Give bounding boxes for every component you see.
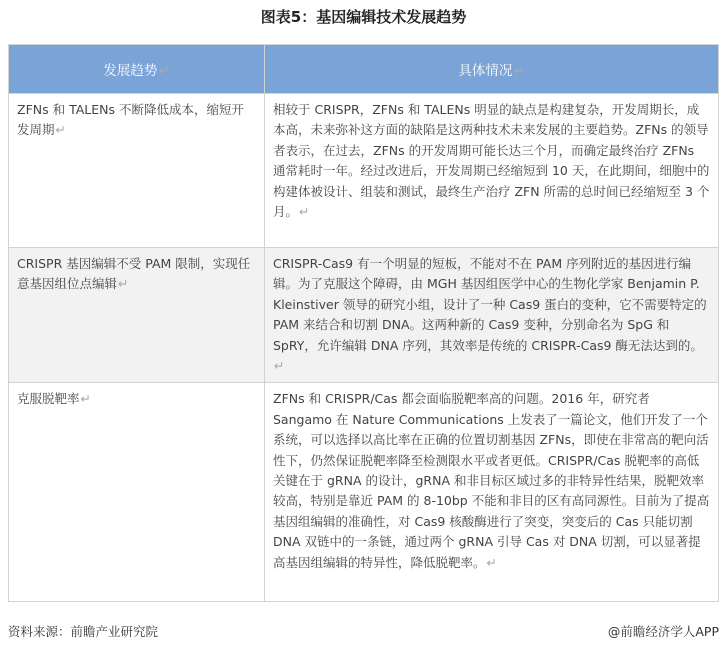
trend-cell: CRISPR 基因编辑不受 PAM 限制，实现任意基因组位点编辑↵ <box>9 248 265 383</box>
table-row <box>9 248 719 383</box>
detail-cell: 相较于 CRISPR，ZFNs 和 TALENs 明显的缺点是构建复杂，开发周期长，成本高，未来弥补这方面的缺陷是这两种技术未来发展的主要趋势。ZFNs 的领导者表示，在过去，ZFNs 的开发周期可能长达三个月，而确定最终治疗 ZFNs 通常耗时一年。经过改进后，开发周期已经缩短到 10 天，在此期间，细胞中的构建体被设计、组装和测试，最终生产治疗 ZFN 所需的总时间已经缩短至 3 个月。↵ <box>265 94 719 248</box>
brand-credit: @前瞻经济学人APP <box>607 624 719 639</box>
trend-cell: ZFNs 和 TALENs 不断降低成本，缩短开发周期↵ <box>9 94 265 248</box>
trend-cell: 克服脱靶率↵ <box>9 383 265 602</box>
detail-cell: ZFNs 和 CRISPR/Cas 都会面临脱靶率高的问题。2016 年，研究者 Sangamo 在 Nature Communications 上发表了一篇论文，他们开发了一个系统，可以选择以高比率在正确的位置切割基因 ZFNs，即使在非常高的靶向活性下，仍然保证脱靶率降至检测限水平或者更低。CRISPR/Cas 脱靶率的高低关键在于 gRNA 的设计，gRNA 和非目标区域过多的非特异性结果，脱靶效率较高，特别是靠近 PAM 的 8-10bp 不能和非目的区有高同源性。目前为了提高基因组编辑的准确性，对 Cas9 核酸酶进行了突变，突变后的 Cas 只能切割 DNA 双链中的一条链，通过两个 gRNA 引导 Cas 对 DNA 切割，可以显著提高基因组编辑的特异性，降低脱靶率。↵ <box>265 383 719 602</box>
footer <box>8 622 719 640</box>
table-row <box>9 383 719 602</box>
detail-cell: CRISPR-Cas9 有一个明显的短板，不能对不在 PAM 序列附近的基因进行编辑。为了克服这个障碍，由 MGH 基因组医学中心的生物化学家 Benjamin P. Kleinstiver 领导的研究小组，设计了一种 Cas9 蛋白的变种，它不需要特定的 PAM 来结合和切割 DNA。这两种新的 Cas9 变种，分别命名为 SpG 和 SpRY，允许编辑 DNA 序列，其效率是传统的 CRISPR-Cas9 酶无法达到的。↵ <box>265 248 719 383</box>
header-detail: 具体情况↵ <box>265 45 719 94</box>
trend-table <box>8 44 719 602</box>
table-header-row <box>9 45 719 94</box>
header-trend: 发展趋势↵ <box>9 45 265 94</box>
source-note: 资料来源：前瞻产业研究院 <box>8 624 159 639</box>
table-row <box>9 94 719 248</box>
page-title: 图表5：基因编辑技术发展趋势 <box>260 8 467 26</box>
